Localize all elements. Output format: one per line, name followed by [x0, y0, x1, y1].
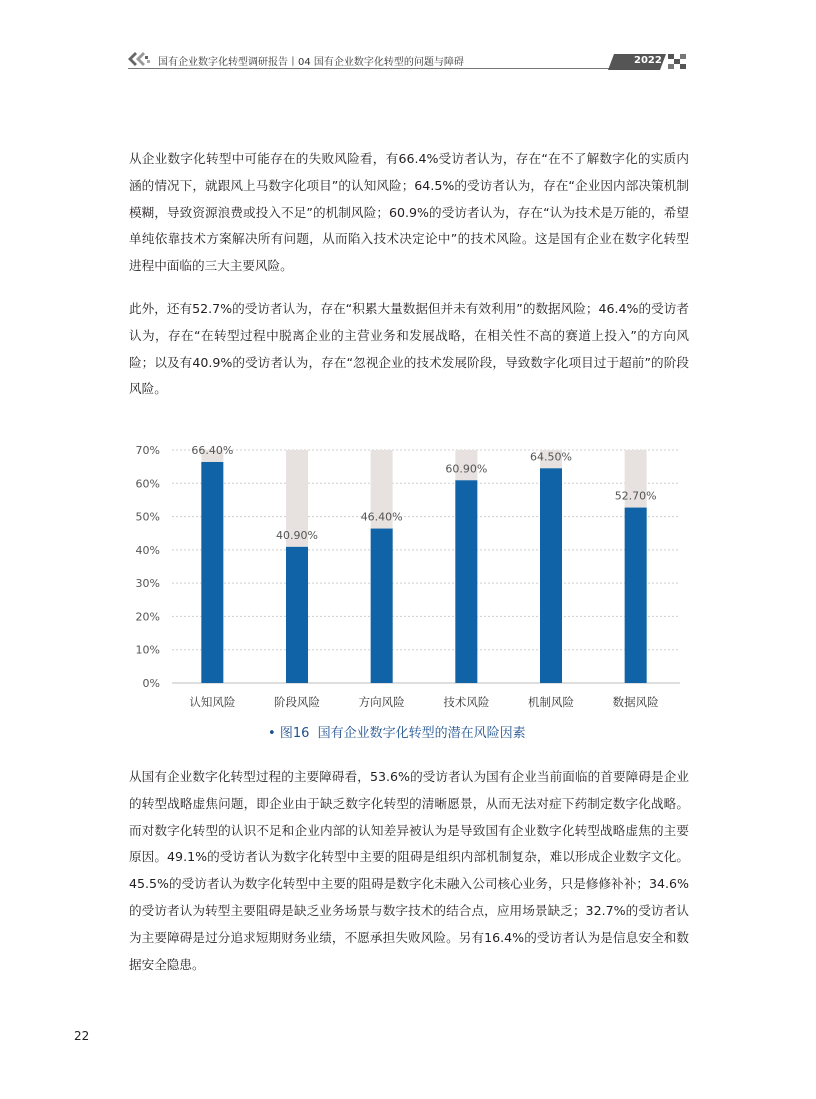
page-number: 22	[74, 1029, 90, 1043]
data-label: 60.90%	[445, 462, 488, 476]
x-tick-label: 方向风险	[358, 695, 405, 709]
caption-bullet: •	[268, 726, 276, 741]
data-label: 64.50%	[530, 450, 572, 464]
y-tick-label: 60%	[135, 477, 160, 491]
bar	[201, 462, 223, 683]
data-label: 66.40%	[191, 443, 234, 457]
data-label: 52.70%	[614, 489, 657, 503]
data-label: 40.90%	[276, 528, 318, 542]
figure-caption	[268, 722, 526, 741]
y-tick-label: 70%	[135, 444, 160, 457]
bar	[625, 508, 647, 683]
data-label: 46.40%	[360, 510, 403, 524]
caption-text: 国有企业数字化转型的潜在风险因素	[317, 726, 526, 741]
paragraph-failure-risks: 从企业数字化转型中可能存在的失败风险看，有66.4%受访者认为，存在“在不了解数字化的实质内涵的情况下，就跟风上马数字化项目”的认知风险；64.5%的受访者认为，存在“企业因内部决策机制模糊，导致资源浪费或投入不足”的机制风险；60.9%的受访者认为，存在“认为技术是万能的，希望单纯依靠技术方案解决所有问题，从而陷入技术决定论中”的技术风险。这是国有企业在数字化转型进程中面临的三大主要风险。	[129, 151, 689, 274]
x-tick-label: 机制风险	[528, 695, 574, 709]
header-year: 2022	[634, 55, 662, 66]
bar	[286, 547, 308, 683]
x-tick-label: 技术风险	[443, 695, 490, 709]
bar	[371, 529, 393, 683]
page-header	[128, 50, 688, 74]
bar	[455, 480, 477, 683]
logo-icon	[128, 52, 150, 66]
paragraph-other-risks: 此外，还有52.7%的受访者认为，存在“积累大量数据但并未有效利用”的数据风险；46.4%的受访者认为，存在“在转型过程中脱离企业的主营业务和发展战略，在相关性不高的赛道上投入”的方向风险；以及有40.9%的受访者认为，存在“忽视企业的技术发展阶段，导致数字化项目过于超前”的阶段风险。	[129, 301, 689, 397]
risk-bar-chart	[128, 436, 688, 716]
y-tick-label: 50%	[135, 510, 160, 524]
y-tick-label: 10%	[135, 643, 160, 657]
x-tick-label: 阶段风险	[274, 695, 320, 709]
x-tick-label: 数据风险	[612, 695, 659, 709]
y-tick-label: 20%	[135, 610, 160, 624]
header-rule	[128, 68, 648, 69]
paragraph-obstacles: 从国有企业数字化转型过程的主要障碍看，53.6%的受访者认为国有企业当前面临的首要障碍是企业的转型战略虚焦问题，即企业由于缺乏数字化转型的清晰愿景，从而无法对症下药制定数字化战略。而对数字化转型的认识不足和企业内部的认知差异被认为是导致国有企业数字化转型战略虚焦的主要原因。49.1%的受访者认为数字化转型中主要的阻碍是组织内部机制复杂，难以形成企业数字文化。45.5%的受访者认为数字化转型中主要的阻碍是数字化未融入公司核心业务，只是修修补补；34.6%的受访者认为转型主要阻碍是缺乏业务场景与数字技术的结合点，应用场景缺乏；32.7%的受访者认为主要障碍是过分追求短期财务业绩，不愿承担失败风险。另有16.4%的受访者认为是信息安全和数据安全隐患。	[129, 769, 689, 972]
bar	[540, 468, 562, 683]
caption-label: 图16	[279, 726, 310, 741]
y-tick-label: 30%	[135, 577, 160, 591]
x-tick-label: 认知风险	[189, 695, 236, 709]
y-tick-label: 40%	[135, 543, 160, 557]
y-tick-label: 0%	[142, 677, 160, 690]
header-title: 国有企业数字化转型调研报告丨04 国有企业数字化转型的问题与障碍	[158, 57, 464, 68]
